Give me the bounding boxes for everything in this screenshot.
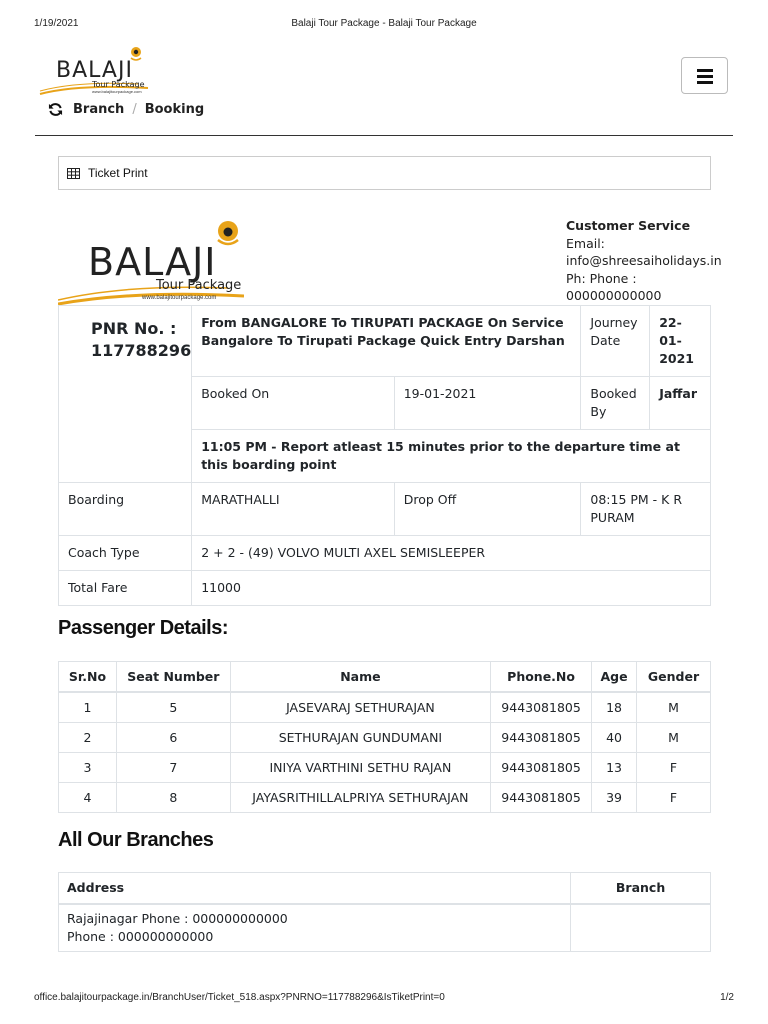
table-row xyxy=(59,722,711,752)
logo-tagline: Tour Package xyxy=(156,278,242,293)
print-page-number: 1/2 xyxy=(720,992,734,1003)
sr-no-cell: 3 xyxy=(59,752,117,782)
journey-date-value: 22-01-2021 xyxy=(650,306,711,377)
report-note: 11:05 PM - Report atleast 15 minutes prior to the departure time at this boarding point xyxy=(192,430,711,483)
boarding-value: MARATHALLI xyxy=(192,483,395,536)
hamburger-icon xyxy=(697,69,713,72)
refresh-icon[interactable] xyxy=(48,102,63,117)
age-cell: 18 xyxy=(592,692,637,722)
phone-cell: 9443081805 xyxy=(491,752,592,782)
table-row xyxy=(59,904,711,952)
print-url: office.balajitourpackage.in/BranchUser/Ticket_518.aspx?PNRNO=117788296&IsTiketPrint=0 xyxy=(34,992,445,1003)
site-logo[interactable] xyxy=(38,44,150,96)
phone-cell: 9443081805 xyxy=(491,782,592,812)
seat-cell: 5 xyxy=(116,692,230,722)
coach-type-label: Coach Type xyxy=(59,536,192,571)
table-row xyxy=(59,692,711,722)
table-row xyxy=(59,483,711,536)
name-cell: INIYA VARTHINI SETHU RAJAN xyxy=(230,752,490,782)
print-date: 1/19/2021 xyxy=(34,18,79,29)
table-row xyxy=(59,306,711,377)
breadcrumb-item-branch[interactable]: Branch xyxy=(73,101,125,117)
print-page-title: Balaji Tour Package - Balaji Tour Package xyxy=(291,18,477,29)
logo-website: www.balajitourpackage.com xyxy=(92,89,142,94)
branches-heading: All Our Branches xyxy=(58,829,214,851)
customer-service-block xyxy=(566,217,722,305)
age-cell: 40 xyxy=(592,722,637,752)
branch-address-line: Phone : 000000000000 xyxy=(67,929,214,944)
column-header: Seat Number xyxy=(116,662,230,693)
phone-cell: 9443081805 xyxy=(491,722,592,752)
column-header: Name xyxy=(230,662,490,693)
dropoff-value: 08:15 PM - K R PURAM xyxy=(581,483,711,536)
total-fare-label: Total Fare xyxy=(59,571,192,606)
branch-name-cell xyxy=(571,904,711,952)
name-cell: SETHURAJAN GUNDUMANI xyxy=(230,722,490,752)
print-header xyxy=(34,18,734,32)
sr-no-cell: 4 xyxy=(59,782,117,812)
hamburger-icon-bar xyxy=(697,81,713,84)
email-value[interactable]: info@shreesaiholidays.in xyxy=(566,253,722,268)
column-header: Gender xyxy=(637,662,711,693)
age-cell: 39 xyxy=(592,782,637,812)
ticket-print-label: Ticket Print xyxy=(88,166,148,180)
breadcrumb-separator: / xyxy=(132,101,137,117)
sr-no-cell: 2 xyxy=(59,722,117,752)
service-description: From BANGALORE To TIRUPATI PACKAGE On Service Bangalore To Tirupati Package Quick Entry Darshan xyxy=(192,306,581,377)
name-cell: JAYASRITHILLALPRIYA SETHURAJAN xyxy=(230,782,490,812)
sr-no-cell: 1 xyxy=(59,692,117,722)
pnr-value: 117788296 xyxy=(91,341,192,360)
booked-on-value: 19-01-2021 xyxy=(394,377,581,430)
column-header: Address xyxy=(59,873,571,905)
passenger-table xyxy=(58,661,711,813)
pnr-label: PNR No. : xyxy=(91,319,177,338)
column-header: Phone.No xyxy=(491,662,592,693)
ticket-print-panel xyxy=(58,156,711,190)
column-header: Sr.No xyxy=(59,662,117,693)
table-row xyxy=(59,571,711,606)
boarding-label: Boarding xyxy=(59,483,192,536)
logo-name: BALAJI xyxy=(56,58,133,83)
logo-tagline: Tour Package xyxy=(92,80,145,89)
booked-on-label: Booked On xyxy=(192,377,395,430)
logo-website: www.balajitourpackage.com xyxy=(142,295,217,301)
seat-cell: 8 xyxy=(116,782,230,812)
breadcrumb xyxy=(48,100,204,118)
header-divider xyxy=(35,135,733,136)
coach-type-value: 2 + 2 - (49) VOLVO MULTI AXEL SEMISLEEPER xyxy=(192,536,711,571)
seat-cell: 6 xyxy=(116,722,230,752)
total-fare-value: 11000 xyxy=(192,571,711,606)
branches-table xyxy=(58,872,711,952)
gender-cell: M xyxy=(637,692,711,722)
breadcrumb-item-booking[interactable]: Booking xyxy=(144,101,205,117)
gender-cell: F xyxy=(637,752,711,782)
gender-cell: M xyxy=(637,722,711,752)
passenger-details-heading: Passenger Details: xyxy=(58,617,228,639)
branch-address-cell xyxy=(59,904,571,952)
booked-by-value: Jaffar xyxy=(650,377,711,430)
table-header-row xyxy=(59,873,711,905)
pnr-cell xyxy=(59,306,192,483)
hamburger-icon-bar xyxy=(697,75,713,78)
menu-toggle-button[interactable] xyxy=(681,57,728,94)
column-header: Branch xyxy=(571,873,711,905)
table-row xyxy=(59,782,711,812)
email-label: Email: xyxy=(566,235,605,251)
table-header-row xyxy=(59,662,711,693)
ticket-details-table xyxy=(58,305,711,606)
table-icon xyxy=(67,168,80,179)
age-cell: 13 xyxy=(592,752,637,782)
customer-service-title: Customer Service xyxy=(566,218,691,233)
column-header: Age xyxy=(592,662,637,693)
table-row xyxy=(59,536,711,571)
phone-label: Ph: Phone : xyxy=(566,270,637,286)
name-cell: JASEVARAJ SETHURAJAN xyxy=(230,692,490,722)
dropoff-label: Drop Off xyxy=(394,483,581,536)
journey-date-label: Journey Date xyxy=(581,306,650,377)
ticket-logo xyxy=(58,214,244,306)
gender-cell: F xyxy=(637,782,711,812)
phone-value: 000000000000 xyxy=(566,288,662,303)
branch-address-line: Rajajinagar Phone : 000000000000 xyxy=(67,911,288,926)
logo-name: BALAJI xyxy=(88,240,217,284)
seat-cell: 7 xyxy=(116,752,230,782)
booked-by-label: Booked By xyxy=(581,377,650,430)
phone-cell: 9443081805 xyxy=(491,692,592,722)
table-row xyxy=(59,752,711,782)
